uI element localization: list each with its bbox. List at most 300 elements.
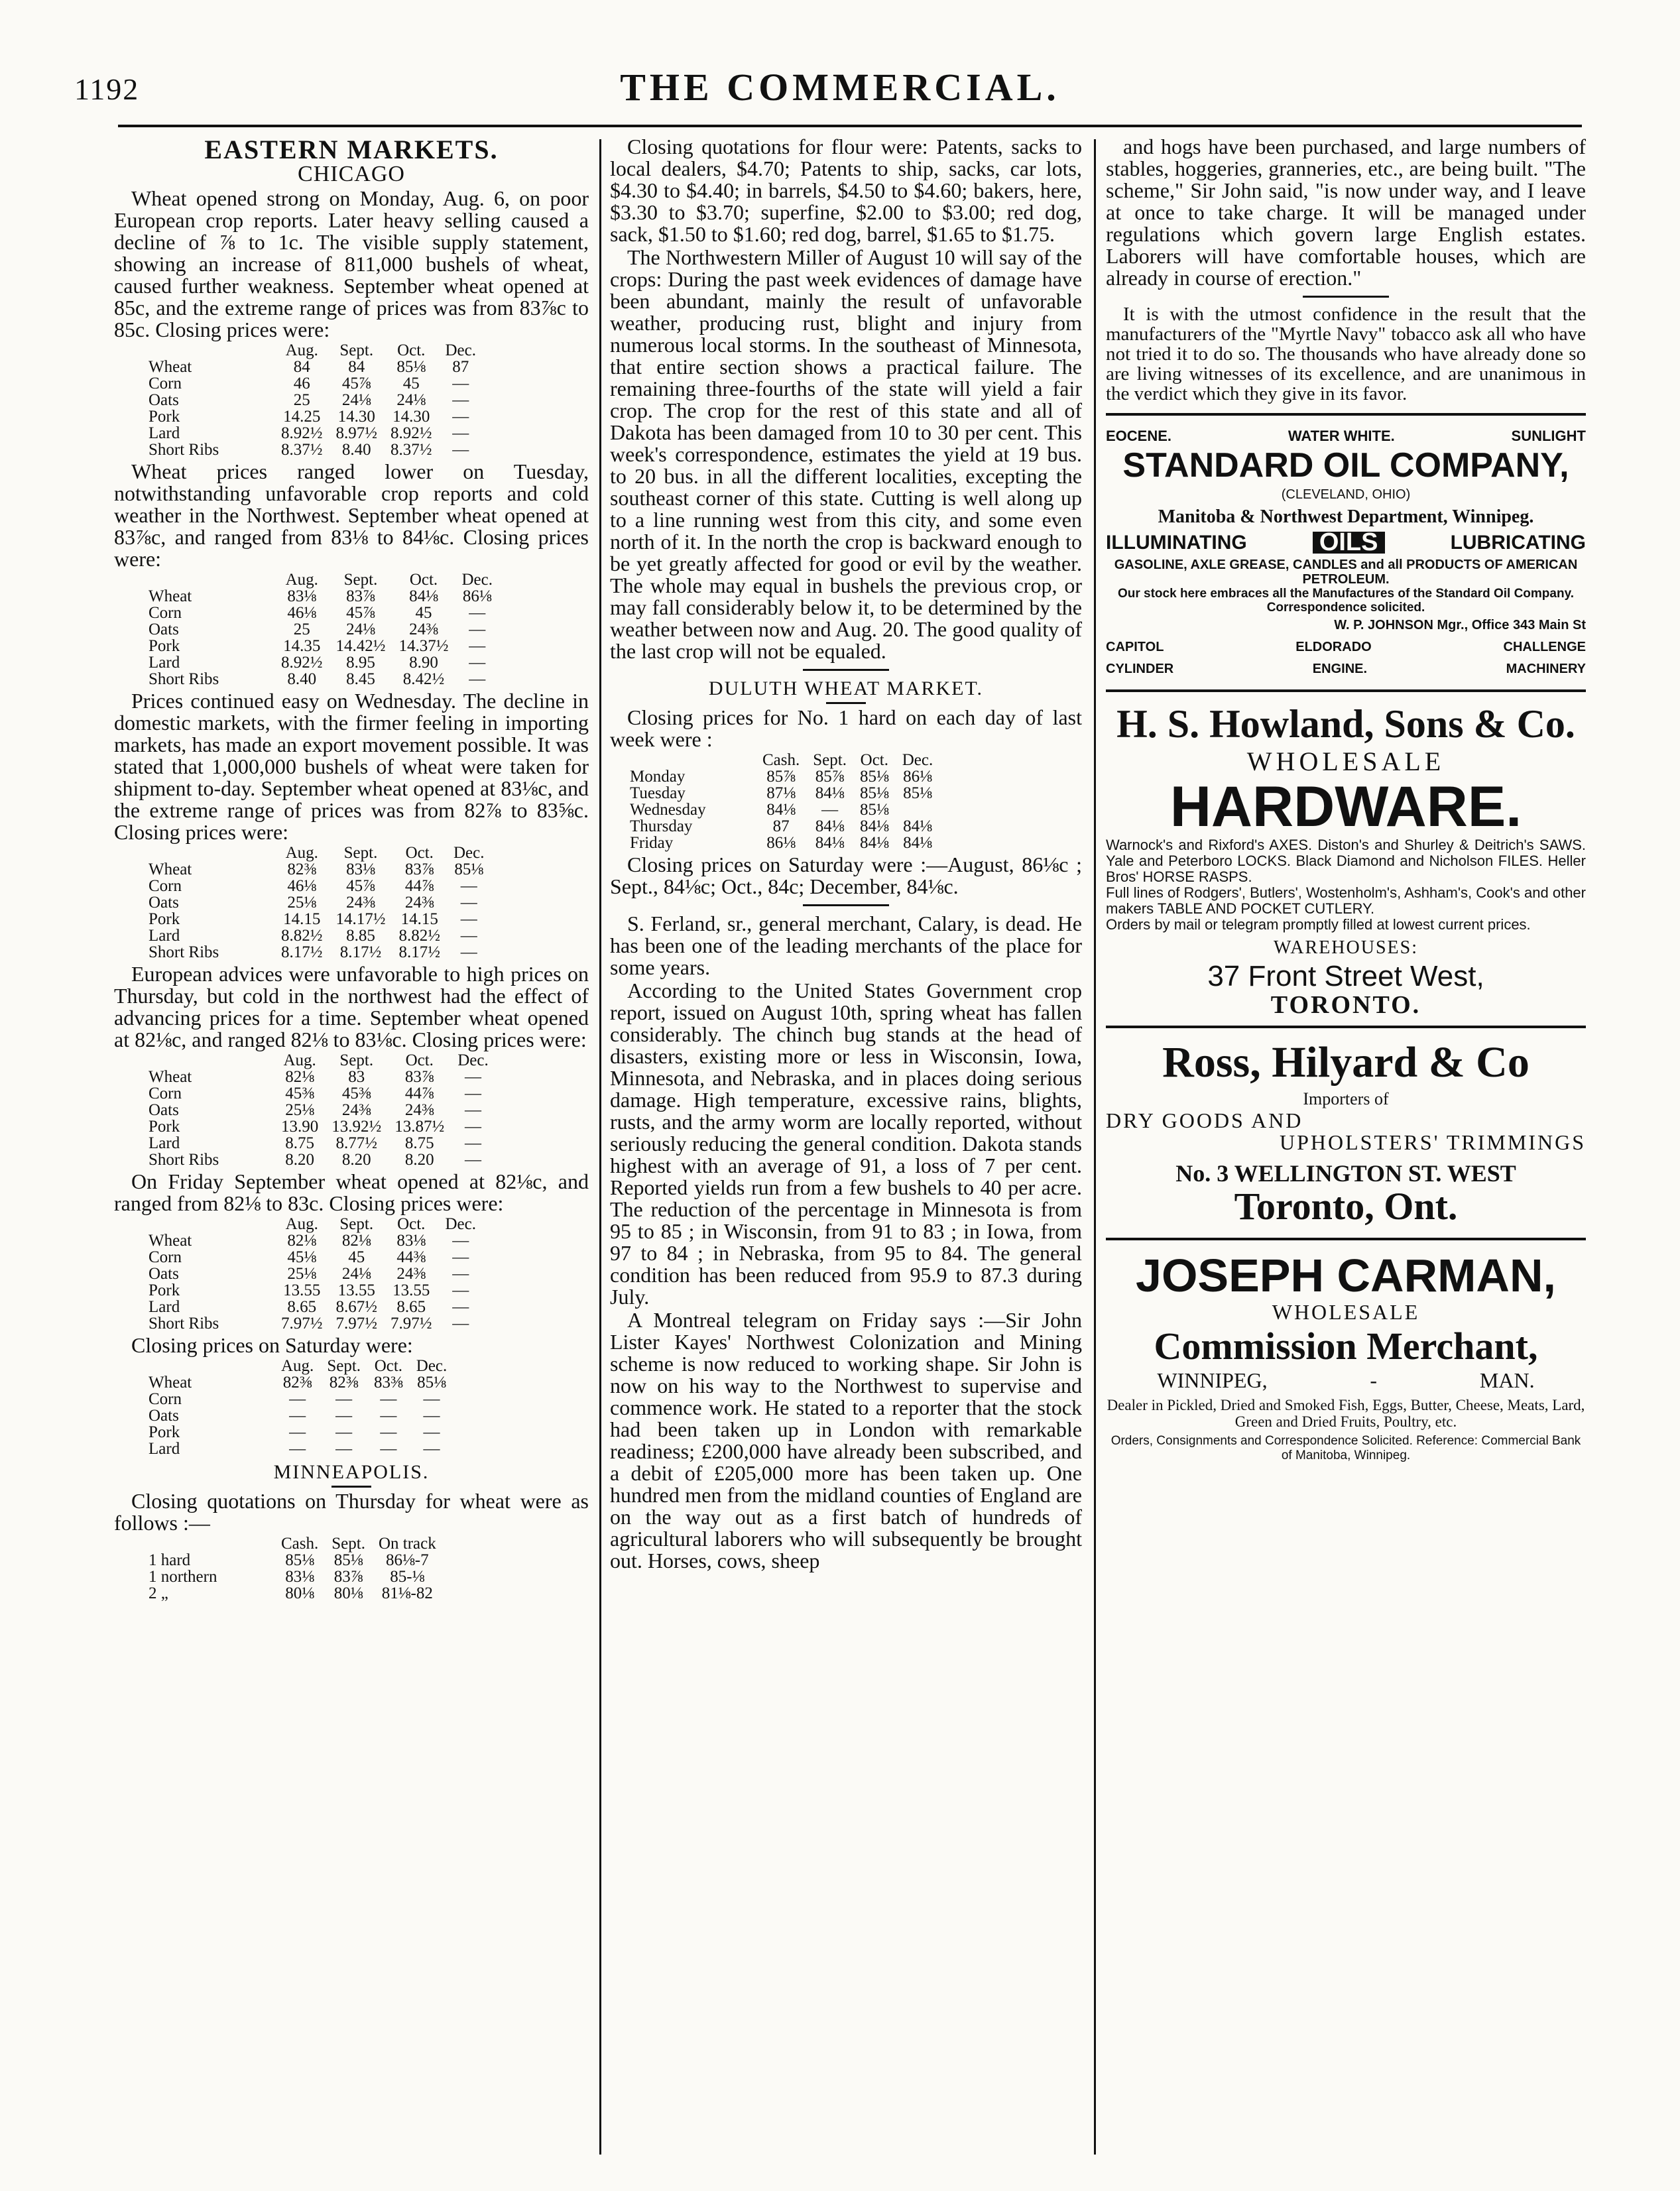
price-cell: 86⅛ [462,587,492,605]
ad-hardware: HARDWARE. [1170,775,1522,839]
ross-hilyard-ad [1106,1037,1586,1228]
price-cell: 87 [772,817,790,835]
standard-oil-ad [1106,425,1586,680]
table-row [142,425,483,442]
table-row [142,1552,443,1569]
price-cell: 85⅛ [285,1551,314,1569]
price-cell: — [460,943,477,961]
table-row [623,801,939,818]
price-cell: 85⅛ [333,1551,363,1569]
row-label: Pork [149,1118,180,1136]
column-header: Sept. [339,1215,374,1233]
price-cell: 24⅛ [346,621,375,638]
table-row [142,1282,483,1299]
ad-department: Manitoba & Northwest Department, Winnipeg. [1158,506,1534,527]
paragraph: Closing quotations on Thursday for wheat were as follows :— [114,1489,589,1535]
price-cell: — [452,1281,469,1299]
price-cell: 83⅞ [404,1068,434,1086]
price-cell: — [452,1232,469,1250]
price-cell: 8.90 [409,654,438,672]
ad-title: STANDARD OIL COMPANY, [1122,446,1569,485]
price-cell: 8.75 [285,1134,314,1152]
price-cell: 84⅛ [766,801,796,819]
row-label: Short Ribs [149,1315,219,1332]
row-label: Wheat [149,860,192,878]
table-row [142,894,491,911]
table-row [623,785,939,801]
table-row [142,392,483,408]
price-cell: — [452,1315,469,1332]
ad-text: Warnock's and Rixford's AXES. Diston's and Shurley & Deitrich's SAWS. Yale and Peterboro LOCKS. Black Diamond and Nicholson FILES. Heller Bros' HORSE RASPS. [1106,837,1586,885]
table-row [623,768,939,785]
row-label: Lard [149,1134,180,1152]
price-cell: 85⅛ [454,860,484,878]
column-header [142,1052,274,1069]
price-cell: 13.55 [392,1281,430,1299]
price-cell: 25 [293,621,310,638]
table-row [142,588,499,605]
table-header-row [623,752,939,768]
row-label: Thursday [630,817,693,835]
ad-text: Orders, Consignments and Correspondence Solicited. Reference: Commercial Bank of Manitoba, Winnipeg. [1110,1434,1581,1462]
price-cell: 8.92½ [390,424,432,442]
price-cell: 83 [348,1068,365,1086]
duluth-heading: DULUTH WHEAT MARKET. [708,678,984,699]
price-cell: 25 [293,391,310,409]
price-cell: — [452,1248,469,1266]
price-cell: 8.95 [346,654,375,672]
price-cell: — [423,1440,440,1458]
price-cell: — [380,1440,397,1458]
paragraph: Closing prices for No. 1 hard on each day of last week were : [610,705,1082,751]
price-cell: 85⅛ [859,801,889,819]
table-row [142,1118,495,1135]
column-header: Oct. [860,751,888,769]
price-cell: 44⅞ [404,1085,434,1102]
price-table [142,571,499,687]
ad-capitol: CAPITOL [1106,640,1164,654]
price-table [623,752,939,851]
price-cell: 24⅛ [341,1265,371,1283]
table-row [623,818,939,835]
row-label: 1 hard [149,1551,191,1569]
ad-wholesale: WHOLESALE [1272,1300,1420,1324]
price-cell: 82⅜ [287,860,317,878]
price-cell: — [289,1423,306,1441]
price-cell: — [469,604,486,622]
row-label: Tuesday [630,784,686,802]
price-cell: 83⅜ [374,1374,403,1392]
ad-importers: Importers of [1303,1089,1389,1108]
price-cell: 83⅞ [333,1568,363,1586]
ad-rule [1106,413,1586,416]
rule [1303,296,1389,298]
price-cell: 83⅛ [287,587,317,605]
ad-challenge: CHALLENGE [1503,640,1586,654]
table-row [623,835,939,851]
price-cell: 84⅛ [409,587,438,605]
column-header: Cash. [281,1535,319,1553]
column-header [623,752,756,768]
table-header-row [142,845,491,861]
column-header: Oct. [374,1357,403,1375]
price-cell: 24⅛ [396,391,426,409]
page-number: 1192 [74,72,140,106]
row-label: Wheat [149,1374,192,1392]
price-cell: 83⅛ [396,1232,426,1250]
price-cell: 8.92½ [281,424,323,442]
price-cell: 8.42½ [402,670,445,688]
price-cell: — [423,1407,440,1425]
price-cell: 85⅞ [815,768,845,786]
row-label: Lard [149,654,180,672]
price-cell [896,801,940,818]
price-cell: 44⅜ [396,1248,426,1266]
ad-lubricating: LUBRICATING [1450,532,1586,554]
price-cell: — [469,621,486,638]
row-label: Oats [149,894,179,912]
price-cell: — [821,801,839,819]
table-row [142,944,491,961]
table-row [142,638,499,654]
column-header: Oct. [405,1051,434,1069]
paragraph: On Friday September wheat opened at 82⅛c, and ranged from 82⅛ to 83c. Closing prices were: [114,1169,589,1215]
ad-eldorado: ELDORADO [1295,640,1372,654]
price-cell: 14.30 [337,408,375,426]
column-1 [114,136,589,2171]
price-cell: 83⅞ [404,860,434,878]
table-header-row [142,1535,443,1552]
table-header-row [142,1216,483,1232]
column-header: Dec. [416,1357,448,1375]
row-label: Oats [149,1101,179,1119]
column-2 [610,136,1082,2171]
price-cell: 45⅞ [346,877,375,895]
row-label: Lard [149,1298,180,1316]
ad-rule [1106,1026,1586,1028]
price-cell: 84⅛ [815,834,845,852]
ad-business: Commission Merchant, [1154,1325,1538,1368]
ad-sunlight: SUNLIGHT [1511,428,1586,444]
ad-city: TORONTO. [1270,991,1421,1019]
price-cell: 8.40 [341,441,371,459]
table-row [142,621,499,638]
row-label: Lard [149,1440,180,1458]
ad-title: H. S. Howland, Sons & Co. [1116,702,1575,746]
paragraph: and hogs have been purchased, and large numbers of stables, hoggeries, granneries, etc., are being built. "The scheme," Sir John said, "is now under way, and I leave at once to take charge. It will be managed under regulations which govern large English estates. Laborers will have comfortable houses, which are already in course of erection." [1106,135,1586,290]
price-cell: 46⅛ [287,604,317,622]
price-cell: 14.15 [283,910,321,928]
row-label: Corn [149,375,182,392]
paragraph: According to the United States Government crop report, issued on August 10th, spring wheat has fallen considerably. The chinch bug stands at the head of disasters, existing more or less in Wisconsin, Iowa, Minnesota, and Nebraska, and in places doing serious damage. High temperature, excessive rains, blights, rusts, and the army worm are locally reported, without seriously reducing the general condition. Dakota stands highest with an average of 91, a loss of 7 per cent. Reported yields run from a few bushels to 40 per acre. The reduction of the percentage in Minnesota is from 95 to 85 ; in Wisconsin, from 91 to 83 ; in Iowa, from 97 to 84 ; in Nebraska, from 95 to 84. The general condition has been reduced from 95.9 to 87.3 during July. [610,978,1082,1309]
ad-goods: UPHOLSTERS' TRIMMINGS [1279,1130,1586,1154]
masthead: THE COMMERCIAL. [620,66,1060,109]
price-cell: 83⅞ [346,587,375,605]
price-cell: 46 [293,375,310,392]
price-cell: 86⅛-7 [386,1551,429,1569]
row-label: Wheat [149,358,192,376]
price-cell: 14.25 [283,408,321,426]
row-label: Oats [149,391,179,409]
price-cell: — [460,894,477,912]
column-header: Aug. [285,341,318,359]
paragraph: Closing quotations for flour were: Patents, sacks to local dealers, $4.70; Patents to ship, sacks, car lots, $4.30 to $4.40; in barrels, $4.50 to $4.60; bakers, here, $3.30 to $3.70; superfine, $2.00 to $3.00; red dog, sack, $1.50 to $1.60; red dog, barrel, $1.65 to $1.75. [610,135,1082,246]
price-cell: 24⅜ [404,894,434,912]
ad-manager: W. P. JOHNSON Mgr., Office 343 Main St [1334,618,1586,632]
price-cell: — [380,1407,397,1425]
price-cell: 85⅛ [417,1374,446,1392]
column-header [142,1216,274,1232]
row-label: Oats [149,1407,179,1425]
price-cell: 8.75 [404,1134,434,1152]
paragraph: Wheat prices ranged lower on Tuesday, notwithstanding unfavorable crop reports and cold weather in the Northwest. September wheat opened at 83⅞c, and ranged from 83⅛ to 84⅛c. Closing prices were: [114,459,589,571]
table-header-row [142,1358,453,1374]
price-cell: 24⅜ [341,1101,371,1119]
table-header-row [142,571,499,588]
column-header: Sept. [331,1535,365,1553]
rule [803,669,889,671]
price-table [142,845,491,961]
price-cell: 82⅛ [287,1232,317,1250]
price-cell: 45⅞ [346,604,375,622]
ad-water-white: WATER WHITE. [1288,428,1395,444]
row-label: Pork [149,910,180,928]
table-row [142,878,491,894]
price-cell: 82⅛ [285,1068,314,1086]
price-cell: 8.37½ [281,441,323,459]
row-label: Pork [149,1281,180,1299]
table-header-row [142,1052,495,1069]
column-header: Sept. [339,1051,374,1069]
row-label: Wheat [149,587,192,605]
price-cell: — [452,441,469,459]
ad-oils: OILS [1313,532,1385,554]
price-cell: 8.82½ [398,927,440,945]
paragraph: A Montreal telegram on Friday says :—Sir John Lister Kayes' Northwest Colonization and Mining scheme is now reduced to working shape. Sir John is now on his way to the Northwest to supervise and commence work. He stated to a reporter that the stock had been taken up in London with remarkable readiness; £200,000 have already been subscribed, and a debit of £205,000 more has been taken up. One hundred men from the midland counties of England are on the way out as a first batch of hundreds of agricultural laborers who will subsequently be brought out. Horses, cows, sheep [610,1308,1082,1572]
table-row [142,1315,483,1332]
price-cell: 25⅛ [287,894,317,912]
ad-products: GASOLINE, AXLE GREASE, CANDLES and all PRODUCTS OF AMERICAN PETROLEUM. [1114,558,1578,587]
price-cell: 24⅜ [346,894,375,912]
price-cell: — [452,408,469,426]
price-cell: — [452,1298,469,1316]
price-cell: — [460,927,477,945]
ad-dash: - [1370,1368,1378,1392]
row-label: Pork [149,1423,180,1441]
table-row [142,1135,495,1152]
paragraph: The Northwestern Miller of August 10 will say of the crops: During the past week evidences of damage have been abundant, mainly the result of unfavorable weather, producing rust, blight and injury from numerous local storms. In the southeast of Minnesota, that entire section shows a practical failure. The remaining three-fourths of the state will yield a fair crop. The crop for the rest of this state and all of Dakota has been damaged from 10 to 30 per cent. This week's correspondence, estimates the yield at 19 bus. to 20 bus. in all the different localities, excepting the southeast corner of this state. Cutting is well along up to a line running west from this city, and some even north of it. In the north the crop is backward enough to be yet greatly affected for good or evil by the weather. The whole may equal in bushels the previous crop, or may fall considerably below it, to be determined by the weather between now and Aug. 20. The good quality of the last crop will not be equaled. [610,245,1082,663]
column-header: On track [378,1535,436,1553]
column-header: Sept. [343,844,378,862]
row-label: 2 „ [149,1584,168,1602]
paragraph: S. Ferland, sr., general merchant, Calary, is dead. He has been one of the leading merchants of the place for some years. [610,912,1082,979]
price-cell: 13.87½ [394,1118,445,1136]
column-header [142,571,274,588]
column-header: Aug. [285,571,318,589]
price-table [142,1052,495,1168]
price-table [142,342,483,458]
column-header: Oct. [405,844,434,862]
ad-city-left: WINNIPEG, [1157,1368,1268,1392]
ad-city-right: MAN. [1479,1368,1535,1392]
column-header: Dec. [457,1051,489,1069]
row-label: Short Ribs [149,943,219,961]
column-header: Oct. [409,571,438,589]
row-label: Monday [630,768,686,786]
price-cell: 45 [348,1248,365,1266]
row-label: Pork [149,637,180,655]
price-cell: — [465,1101,481,1119]
price-cell: 86⅛ [903,768,932,786]
column-header: Dec. [461,571,493,589]
price-cell: — [452,424,469,442]
table-header-row [142,342,483,359]
table-row [142,1102,495,1118]
table-row [142,605,499,621]
price-cell: 46⅛ [287,877,317,895]
price-cell: — [289,1407,306,1425]
price-cell: 45⅞ [341,375,371,392]
price-cell: 85⅞ [766,768,796,786]
row-label: Corn [149,1390,182,1408]
price-cell: 24⅜ [404,1101,434,1119]
price-cell: — [460,910,477,928]
price-cell: 8.37½ [390,441,432,459]
ad-rule [1106,689,1586,692]
price-cell: — [469,670,486,688]
price-cell: 8.20 [404,1151,434,1169]
paragraph: Closing prices on Saturday were: [131,1333,413,1357]
price-cell: 8.67½ [335,1298,377,1316]
column-3 [1106,136,1586,2171]
column-header: Cash. [762,751,800,769]
price-cell: — [335,1440,353,1458]
price-cell: — [465,1068,481,1086]
price-cell: 13.90 [281,1118,319,1136]
ad-cylinder: CYLINDER [1106,662,1174,676]
price-cell: — [465,1085,481,1102]
price-cell: — [465,1151,481,1169]
ad-text: Orders by mail or telegram promptly filled at lowest current prices. [1106,916,1531,933]
price-cell: 8.45 [346,670,375,688]
column-header: Sept. [327,1357,361,1375]
row-label: Wheat [149,1068,192,1086]
ad-engine: ENGINE. [1312,662,1368,676]
price-cell: — [452,375,469,392]
column-header: Oct. [397,1215,426,1233]
price-cell: 80⅛ [333,1584,363,1602]
column-header [142,1358,274,1374]
price-cell: 8.85 [346,927,375,945]
ad-title: Ross, Hilyard & Co [1162,1038,1530,1087]
rule [331,1486,371,1488]
table-row [142,654,499,671]
row-label: Wednesday [630,801,706,819]
paragraph: European advices were unfavorable to high prices on Thursday, but cold in the northwest had the effect of advancing prices for a time. September wheat opened at 82⅛c, and ranged 82⅛ to 83⅛c. Closing prices were: [114,962,589,1051]
table-row [142,1232,483,1249]
table-row [142,861,491,878]
row-label: Corn [149,1248,182,1266]
price-cell: — [289,1390,306,1408]
table-row [142,1069,495,1085]
price-cell: 8.65 [287,1298,317,1316]
howland-ad [1106,701,1586,1019]
column-header: Dec. [902,751,933,769]
column-header [142,1535,274,1552]
price-cell: 8.97½ [335,424,377,442]
price-cell: 87 [452,358,469,376]
column-header: Aug. [283,1051,316,1069]
price-cell: 7.97½ [390,1315,432,1332]
ad-text: Dealer in Pickled, Dried and Smoked Fish, Eggs, Butter, Cheese, Meats, Lard, Green and Dried Fruits, Poultry, etc. [1107,1397,1585,1430]
price-cell: 8.20 [285,1151,314,1169]
price-cell: 8.65 [396,1298,426,1316]
price-cell: 7.97½ [281,1315,323,1332]
ad-illuminating: ILLUMINATING [1106,532,1247,554]
table-row [142,1391,453,1407]
row-label: Oats [149,1265,179,1283]
price-cell: 8.20 [341,1151,371,1169]
price-table [142,1216,483,1332]
price-cell: 8.82½ [281,927,323,945]
price-cell: 85⅛ [859,784,889,802]
price-cell: 83⅛ [346,860,375,878]
column-header: Sept. [813,751,847,769]
price-cell: — [452,391,469,409]
row-label: Corn [149,604,182,622]
table-row [142,442,483,458]
price-cell: 85⅛ [859,768,889,786]
price-cell: 8.17½ [398,943,440,961]
price-cell: 24⅜ [409,621,438,638]
price-cell: 81⅛-82 [381,1584,433,1602]
price-cell: 85⅛ [903,784,932,802]
price-cell: 14.30 [392,408,430,426]
table-row [142,1266,483,1282]
price-cell: 24⅛ [341,391,371,409]
ad-location: (CLEVELAND, OHIO) [1281,487,1411,502]
price-cell: 84⅛ [903,817,932,835]
ad-warehouses: WAREHOUSES: [1273,937,1418,958]
row-label: Short Ribs [149,1151,219,1169]
carman-ad [1106,1250,1586,1463]
price-cell: 8.77½ [335,1134,377,1152]
table-row [142,1299,483,1315]
row-label: Pork [149,408,180,426]
column-header: Aug. [281,1357,314,1375]
table-row [142,927,491,944]
price-cell: — [469,637,486,655]
price-cell: — [335,1390,353,1408]
price-cell: 84⅛ [815,817,845,835]
price-cell: 44⅞ [404,877,434,895]
price-cell: 14.15 [400,910,438,928]
price-cell: — [335,1407,353,1425]
column-header: Aug. [285,844,318,862]
table-row [142,1374,453,1391]
price-cell: 7.97½ [335,1315,377,1332]
row-label: Wheat [149,1232,192,1250]
ad-goods: DRY GOODS AND [1106,1108,1303,1132]
price-cell: 85-⅛ [390,1568,425,1586]
price-cell: 86⅛ [766,834,796,852]
table-row [142,359,483,375]
price-cell: 45 [415,604,432,622]
price-cell: — [423,1390,440,1408]
column-divider-2 [1094,139,1096,2155]
price-cell: — [289,1440,306,1458]
table-row [142,1152,495,1168]
